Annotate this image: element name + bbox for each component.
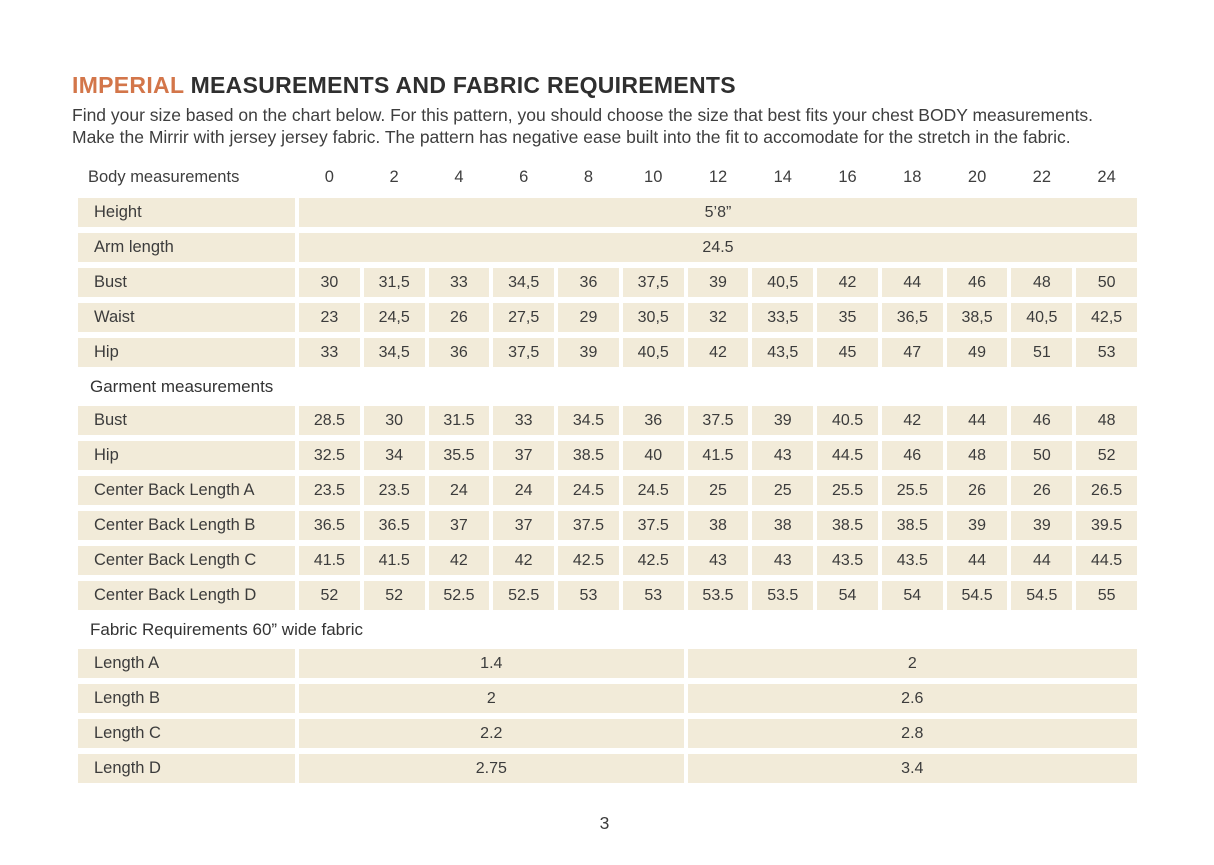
value-cell: 32.5: [299, 441, 360, 470]
value-cell: 40,5: [1011, 303, 1072, 332]
value-cell: 25.5: [817, 476, 878, 505]
value-cell: 36: [623, 406, 684, 435]
merged-value-cell: 2.6: [688, 684, 1137, 713]
value-cell: 39: [752, 406, 813, 435]
value-cell: 44: [947, 406, 1008, 435]
row-label: Center Back Length B: [78, 511, 295, 540]
value-cell: 39: [947, 511, 1008, 540]
row-label: Length D: [78, 754, 295, 783]
value-cell: 53: [623, 581, 684, 610]
value-cell: 30: [364, 406, 425, 435]
merged-value-cell: 2: [688, 649, 1137, 678]
garment-section-label: Garment measurements: [90, 377, 274, 396]
value-cell: 38.5: [817, 511, 878, 540]
value-cell: 37: [493, 441, 554, 470]
intro-line-2: Make the Mirrir with jersey jersey fabric. The pattern has negative ease built into the fit to accomodate for the stretch in the fabric.: [72, 126, 1071, 147]
value-cell: 40: [623, 441, 684, 470]
size-header-cell: 10: [644, 168, 663, 186]
value-cell: 34,5: [493, 268, 554, 297]
garment-measurements-rows: [78, 406, 1137, 610]
value-cell: 46: [947, 268, 1008, 297]
value-cell: 35.5: [429, 441, 490, 470]
value-cell: 42: [493, 546, 554, 575]
value-cell: 26: [1011, 476, 1072, 505]
value-cell: 23.5: [299, 476, 360, 505]
size-header-cell: 16: [838, 168, 857, 186]
size-header-row: [78, 163, 1137, 192]
value-cell: 36.5: [364, 511, 425, 540]
value-cell: 42: [882, 406, 943, 435]
value-cell: 42: [688, 338, 749, 367]
value-cell: 42: [817, 268, 878, 297]
value-cell: 31,5: [364, 268, 425, 297]
value-cell: 53: [1076, 338, 1137, 367]
value-cell: 43.5: [882, 546, 943, 575]
value-cell: 34: [364, 441, 425, 470]
value-cell: 49: [947, 338, 1008, 367]
value-cell: 54: [882, 581, 943, 610]
body-measurements-rows: [78, 198, 1137, 367]
value-cell: 33: [299, 338, 360, 367]
row-label: Center Back Length D: [78, 581, 295, 610]
value-cell: 48: [947, 441, 1008, 470]
value-cell: 38: [688, 511, 749, 540]
value-cell: 44: [882, 268, 943, 297]
value-cell: 43: [688, 546, 749, 575]
value-cell: 34.5: [558, 406, 619, 435]
merged-value-cell: 2.2: [299, 719, 684, 748]
value-cell: 45: [817, 338, 878, 367]
value-cell: 36.5: [299, 511, 360, 540]
value-cell: 53.5: [752, 581, 813, 610]
value-cell: 43.5: [817, 546, 878, 575]
value-cell: 24: [493, 476, 554, 505]
value-cell: 31.5: [429, 406, 490, 435]
value-cell: 29: [558, 303, 619, 332]
size-header-cell: 18: [903, 168, 922, 186]
value-cell: 36: [558, 268, 619, 297]
size-header-cell: 20: [967, 168, 987, 186]
value-cell: 24.5: [558, 476, 619, 505]
size-header-label: Body measurements: [88, 168, 240, 186]
value-cell: 39: [1011, 511, 1072, 540]
value-cell: 39.5: [1076, 511, 1137, 540]
value-cell: 51: [1011, 338, 1072, 367]
value-cell: 23.5: [364, 476, 425, 505]
value-cell: 37,5: [623, 268, 684, 297]
row-label: Length A: [78, 649, 295, 678]
fabric-section-label: Fabric Requirements 60” wide fabric: [90, 620, 364, 639]
value-cell: 52: [1076, 441, 1137, 470]
row-label: Height: [78, 198, 295, 227]
value-cell: 52.5: [493, 581, 554, 610]
merged-value-cell: 3.4: [688, 754, 1137, 783]
value-cell: 53: [558, 581, 619, 610]
row-label: Length C: [78, 719, 295, 748]
row-label: Bust: [78, 406, 295, 435]
value-cell: 40,5: [752, 268, 813, 297]
size-header-cell: 22: [1032, 168, 1052, 186]
value-cell: 25: [688, 476, 749, 505]
value-cell: 52: [299, 581, 360, 610]
size-header-cell: 4: [454, 168, 464, 186]
size-header-cell: 14: [773, 168, 792, 186]
title-rest: MEASUREMENTS AND FABRIC REQUIREMENTS: [183, 72, 736, 98]
size-header-cell: 0: [324, 168, 334, 186]
page-number: 3: [599, 813, 610, 833]
value-cell: 26: [429, 303, 490, 332]
size-header-cell: 6: [519, 168, 529, 186]
value-cell: 53.5: [688, 581, 749, 610]
value-cell: 24: [429, 476, 490, 505]
value-cell: 39: [688, 268, 749, 297]
value-cell: 25: [752, 476, 813, 505]
value-cell: 52.5: [429, 581, 490, 610]
merged-value-cell: 24.5: [299, 233, 1137, 262]
value-cell: 52: [364, 581, 425, 610]
merged-value-cell: 5’8”: [299, 198, 1137, 227]
row-label: Center Back Length A: [78, 476, 295, 505]
value-cell: 33: [429, 268, 490, 297]
value-cell: 33,5: [752, 303, 813, 332]
value-cell: 38.5: [882, 511, 943, 540]
value-cell: 37.5: [623, 511, 684, 540]
value-cell: 50: [1011, 441, 1072, 470]
value-cell: 54: [817, 581, 878, 610]
page-title: [72, 72, 1137, 99]
row-label: Length B: [78, 684, 295, 713]
fabric-requirements-rows: [78, 649, 1137, 783]
merged-value-cell: 2.8: [688, 719, 1137, 748]
value-cell: 37: [493, 511, 554, 540]
value-cell: 43: [752, 441, 813, 470]
row-label: Waist: [78, 303, 295, 332]
value-cell: 47: [882, 338, 943, 367]
value-cell: 48: [1076, 406, 1137, 435]
size-header-cell: 2: [389, 168, 399, 186]
value-cell: 37,5: [493, 338, 554, 367]
value-cell: 44.5: [1076, 546, 1137, 575]
value-cell: 36,5: [882, 303, 943, 332]
value-cell: 34,5: [364, 338, 425, 367]
row-label: Hip: [78, 441, 295, 470]
row-label: Hip: [78, 338, 295, 367]
value-cell: 27,5: [493, 303, 554, 332]
value-cell: 55: [1076, 581, 1137, 610]
value-cell: 42.5: [558, 546, 619, 575]
value-cell: 37.5: [558, 511, 619, 540]
value-cell: 36: [429, 338, 490, 367]
title-highlight: IMPERIAL: [72, 72, 184, 98]
value-cell: 41.5: [299, 546, 360, 575]
value-cell: 24.5: [623, 476, 684, 505]
value-cell: 25.5: [882, 476, 943, 505]
row-label: Bust: [78, 268, 295, 297]
value-cell: 28.5: [299, 406, 360, 435]
value-cell: 41.5: [688, 441, 749, 470]
value-cell: 37.5: [688, 406, 749, 435]
value-cell: 44.5: [817, 441, 878, 470]
value-cell: 54.5: [947, 581, 1008, 610]
value-cell: 38: [752, 511, 813, 540]
value-cell: 42.5: [623, 546, 684, 575]
size-header-cell: 8: [583, 168, 594, 186]
value-cell: 46: [882, 441, 943, 470]
value-cell: 41.5: [364, 546, 425, 575]
value-cell: 42,5: [1076, 303, 1137, 332]
value-cell: 48: [1011, 268, 1072, 297]
value-cell: 26: [947, 476, 1008, 505]
measurements-table: [78, 163, 1137, 783]
value-cell: 37: [429, 511, 490, 540]
value-cell: 44: [947, 546, 1008, 575]
merged-value-cell: 2.75: [299, 754, 684, 783]
value-cell: 38.5: [558, 441, 619, 470]
merged-value-cell: 2: [299, 684, 684, 713]
value-cell: 44: [1011, 546, 1072, 575]
value-cell: 43: [752, 546, 813, 575]
value-cell: 42: [429, 546, 490, 575]
value-cell: 38,5: [947, 303, 1008, 332]
row-label: Arm length: [78, 233, 295, 262]
value-cell: 23: [299, 303, 360, 332]
value-cell: 24,5: [364, 303, 425, 332]
value-cell: 35: [817, 303, 878, 332]
value-cell: 30: [299, 268, 360, 297]
value-cell: 30,5: [623, 303, 684, 332]
value-cell: 39: [558, 338, 619, 367]
value-cell: 40,5: [623, 338, 684, 367]
value-cell: 32: [688, 303, 749, 332]
row-label: Center Back Length C: [78, 546, 295, 575]
merged-value-cell: 1.4: [299, 649, 684, 678]
value-cell: 46: [1011, 406, 1072, 435]
value-cell: 40.5: [817, 406, 878, 435]
intro-line-1: Find your size based on the chart below. For this pattern, you should choose the size that best fits your chest BODY measurements.: [72, 105, 1094, 125]
value-cell: 33: [493, 406, 554, 435]
value-cell: 54.5: [1011, 581, 1072, 610]
value-cell: 26.5: [1076, 476, 1137, 505]
value-cell: 43,5: [752, 338, 813, 367]
value-cell: 50: [1076, 268, 1137, 297]
size-header-cell: 12: [708, 168, 728, 186]
size-header-cell: 24: [1097, 168, 1116, 186]
